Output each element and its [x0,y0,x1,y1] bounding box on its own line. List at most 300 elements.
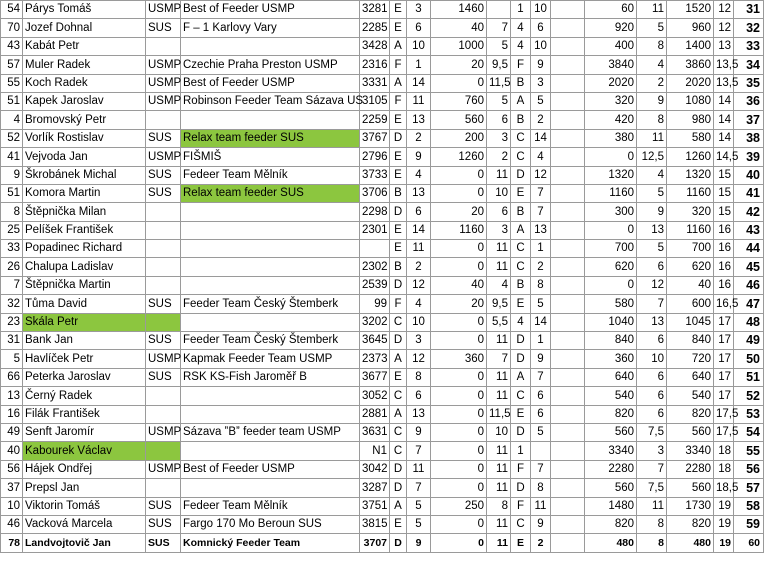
team-name-cell: Best of Feeder USMP [181,1,360,19]
position-2-cell: 9 [531,350,551,368]
entry-id-cell: 37 [1,479,23,497]
table-row [1,129,764,147]
table-row [1,387,764,405]
position-2-cell: 12 [531,166,551,184]
final-rank-cell: 32 [734,19,764,37]
weight-2b-cell: 2280 [585,460,637,478]
position-1-cell: 11 [407,460,431,478]
total-weight-cell: 2020 [667,74,714,92]
total-weight-cell: 480 [667,534,714,552]
competitor-name-cell: Landvojtovič Jan [23,534,146,552]
entry-id-cell: 9 [1,166,23,184]
points-1-cell: 10 [487,184,511,202]
total-weight-cell: 1160 [667,184,714,202]
position-2-cell: 2 [531,111,551,129]
sector-1-cell: E [390,19,407,37]
position-2-cell: 9 [531,515,551,533]
entry-id-cell: 23 [1,313,23,331]
competitor-name-cell: Kapek Jaroslav [23,92,146,110]
licence-number-cell: 2539 [360,276,390,294]
position-1-cell: 13 [407,111,431,129]
weight-2-cell [551,497,585,515]
weight-1-cell: 0 [431,313,487,331]
licence-number-cell: 2796 [360,148,390,166]
total-points-cell: 17 [714,368,734,386]
table-row [1,295,764,313]
licence-number-cell: 3052 [360,387,390,405]
sector-2-cell: C [511,387,531,405]
weight-2b-cell: 1040 [585,313,637,331]
total-weight-cell: 1320 [667,166,714,184]
total-points-cell: 19 [714,497,734,515]
position-2-cell: 7 [531,203,551,221]
table-row [1,111,764,129]
competitor-name-cell: Kabát Petr [23,37,146,55]
total-weight-cell: 700 [667,240,714,258]
final-rank-cell: 54 [734,423,764,441]
weight-1-cell: 0 [431,184,487,202]
table-row [1,184,764,202]
team-name-cell [181,37,360,55]
licence-number-cell: 2259 [360,111,390,129]
club-cell: SUS [146,19,181,37]
team-name-cell [181,111,360,129]
club-cell: USMP [146,1,181,19]
club-cell: USMP [146,92,181,110]
competitor-name-cell: Vorlík Rostislav [23,129,146,147]
table-row [1,240,764,258]
points-2-cell: 7,5 [637,423,667,441]
club-cell: USMP [146,74,181,92]
weight-1-cell: 0 [431,534,487,552]
sector-1-cell: C [390,442,407,460]
position-2-cell: 11 [531,497,551,515]
weight-2b-cell: 840 [585,332,637,350]
position-2-cell: 4 [531,148,551,166]
table-row [1,56,764,74]
points-2-cell: 6 [637,258,667,276]
licence-number-cell: 3677 [360,368,390,386]
total-weight-cell: 980 [667,111,714,129]
weight-2-cell [551,221,585,239]
total-points-cell: 13 [714,37,734,55]
position-2-cell: 1 [531,332,551,350]
points-1-cell: 10 [487,423,511,441]
club-cell [146,387,181,405]
licence-number-cell: 3815 [360,515,390,533]
points-2-cell: 3 [637,442,667,460]
table-row [1,203,764,221]
total-points-cell: 18,5 [714,479,734,497]
final-rank-cell: 37 [734,111,764,129]
sector-1-cell: F [390,92,407,110]
club-cell: SUS [146,166,181,184]
total-weight-cell: 3340 [667,442,714,460]
sector-1-cell: E [390,166,407,184]
position-2-cell: 1 [531,240,551,258]
team-name-cell: Fedeer Team Mělník [181,166,360,184]
competitor-name-cell: Popadinec Richard [23,240,146,258]
total-points-cell: 13,5 [714,56,734,74]
total-points-cell: 15 [714,203,734,221]
final-rank-cell: 38 [734,129,764,147]
position-1-cell: 6 [407,203,431,221]
final-rank-cell: 50 [734,350,764,368]
points-1-cell: 6 [487,111,511,129]
total-weight-cell: 600 [667,295,714,313]
table-row [1,313,764,331]
weight-2-cell [551,276,585,294]
final-rank-cell: 43 [734,221,764,239]
final-rank-cell: 31 [734,1,764,19]
competitor-name-cell: Štěpnička Milan [23,203,146,221]
sector-1-cell: C [390,423,407,441]
table-row [1,423,764,441]
weight-2-cell [551,129,585,147]
table-row [1,148,764,166]
position-2-cell: 6 [531,405,551,423]
points-2-cell: 5 [637,184,667,202]
weight-1-cell: 0 [431,332,487,350]
points-1-cell [487,1,511,19]
licence-number-cell: 3428 [360,37,390,55]
points-1-cell: 7 [487,19,511,37]
competitor-name-cell: Viktorin Tomáš [23,497,146,515]
total-points-cell: 16 [714,240,734,258]
weight-2-cell [551,203,585,221]
position-1-cell: 3 [407,332,431,350]
total-weight-cell: 1160 [667,221,714,239]
weight-1-cell: 20 [431,56,487,74]
position-1-cell: 11 [407,240,431,258]
weight-1-cell: 20 [431,203,487,221]
sector-2-cell: A [511,221,531,239]
points-1-cell: 11,5 [487,74,511,92]
club-cell [146,221,181,239]
points-2-cell: 6 [637,368,667,386]
weight-1-cell: 0 [431,479,487,497]
sector-1-cell: D [390,479,407,497]
sector-2-cell: D [511,350,531,368]
sector-1-cell: E [390,515,407,533]
position-1-cell: 13 [407,184,431,202]
final-rank-cell: 57 [734,479,764,497]
table-row [1,460,764,478]
final-rank-cell: 47 [734,295,764,313]
licence-number-cell: 3707 [360,534,390,552]
final-rank-cell: 48 [734,313,764,331]
final-rank-cell: 39 [734,148,764,166]
weight-2-cell [551,515,585,533]
points-2-cell: 7 [637,295,667,313]
team-name-cell [181,313,360,331]
total-weight-cell: 560 [667,423,714,441]
competitor-name-cell: Muler Radek [23,56,146,74]
points-2-cell: 7,5 [637,479,667,497]
club-cell [146,276,181,294]
team-name-cell: FIŠMIŠ [181,148,360,166]
entry-id-cell: 66 [1,368,23,386]
sector-1-cell: D [390,203,407,221]
entry-id-cell: 51 [1,92,23,110]
team-name-cell [181,240,360,258]
total-weight-cell: 1260 [667,148,714,166]
position-1-cell: 12 [407,276,431,294]
licence-number-cell: 3331 [360,74,390,92]
sector-1-cell: B [390,184,407,202]
position-1-cell: 1 [407,56,431,74]
competitor-name-cell: Skála Petr [23,313,146,331]
final-rank-cell: 42 [734,203,764,221]
points-1-cell: 11 [487,258,511,276]
table-row [1,497,764,515]
position-2-cell: 13 [531,221,551,239]
position-1-cell: 7 [407,442,431,460]
sector-2-cell: F [511,460,531,478]
club-cell [146,258,181,276]
points-2-cell: 4 [637,56,667,74]
position-1-cell: 10 [407,313,431,331]
weight-2b-cell: 560 [585,423,637,441]
final-rank-cell: 40 [734,166,764,184]
sector-2-cell: 4 [511,19,531,37]
weight-2-cell [551,184,585,202]
points-1-cell: 8 [487,497,511,515]
entry-id-cell: 41 [1,148,23,166]
sector-2-cell: D [511,423,531,441]
position-2-cell: 5 [531,423,551,441]
competitor-name-cell: Peterka Jaroslav [23,368,146,386]
position-1-cell: 11 [407,92,431,110]
competitor-name-cell: Senft Jaromír [23,423,146,441]
total-weight-cell: 1080 [667,92,714,110]
entry-id-cell: 33 [1,240,23,258]
total-weight-cell: 40 [667,276,714,294]
weight-2-cell [551,423,585,441]
licence-number-cell: 2301 [360,221,390,239]
weight-2b-cell: 3840 [585,56,637,74]
total-points-cell: 12 [714,19,734,37]
position-1-cell: 12 [407,350,431,368]
competitor-name-cell: Pelíšek František [23,221,146,239]
club-cell [146,240,181,258]
entry-id-cell: 70 [1,19,23,37]
sector-1-cell: B [390,258,407,276]
licence-number-cell: 3733 [360,166,390,184]
points-2-cell: 6 [637,332,667,350]
weight-2-cell [551,350,585,368]
competitor-name-cell: Prepsl Jan [23,479,146,497]
weight-2-cell [551,166,585,184]
table-row [1,1,764,19]
total-weight-cell: 820 [667,515,714,533]
club-cell: USMP [146,148,181,166]
weight-1-cell: 760 [431,92,487,110]
points-1-cell: 3 [487,129,511,147]
table-row [1,405,764,423]
position-2-cell: 14 [531,313,551,331]
position-1-cell: 2 [407,129,431,147]
position-2-cell: 8 [531,276,551,294]
weight-2b-cell: 0 [585,276,637,294]
club-cell: SUS [146,332,181,350]
table-row [1,74,764,92]
sector-2-cell: 1 [511,1,531,19]
weight-2-cell [551,111,585,129]
team-name-cell: Sázava ˮBˮ feeder team USMP [181,423,360,441]
position-1-cell: 2 [407,258,431,276]
total-points-cell: 16,5 [714,295,734,313]
entry-id-cell: 4 [1,111,23,129]
sector-1-cell: E [390,368,407,386]
competitor-name-cell: Černý Radek [23,387,146,405]
club-cell: USMP [146,350,181,368]
final-rank-cell: 45 [734,258,764,276]
sector-2-cell: B [511,276,531,294]
entry-id-cell: 51 [1,184,23,202]
table-row [1,368,764,386]
club-cell [146,442,181,460]
position-2-cell [531,442,551,460]
club-cell: SUS [146,515,181,533]
total-weight-cell: 720 [667,350,714,368]
position-1-cell: 4 [407,295,431,313]
licence-number-cell: 2373 [360,350,390,368]
total-points-cell: 17,5 [714,423,734,441]
total-points-cell: 14 [714,111,734,129]
points-2-cell: 8 [637,37,667,55]
sector-1-cell: D [390,129,407,147]
sector-1-cell: D [390,276,407,294]
sector-2-cell: A [511,368,531,386]
entry-id-cell: 43 [1,37,23,55]
weight-2b-cell: 60 [585,1,637,19]
team-name-cell [181,258,360,276]
sector-2-cell: C [511,148,531,166]
table-row [1,332,764,350]
points-1-cell: 2 [487,148,511,166]
weight-1-cell: 200 [431,129,487,147]
club-cell [146,203,181,221]
competitor-name-cell: Škrobánek Michal [23,166,146,184]
total-points-cell: 18 [714,460,734,478]
points-2-cell: 6 [637,405,667,423]
total-weight-cell: 580 [667,129,714,147]
club-cell: SUS [146,295,181,313]
total-weight-cell: 640 [667,368,714,386]
club-cell: SUS [146,497,181,515]
entry-id-cell: 13 [1,387,23,405]
weight-2-cell [551,56,585,74]
points-2-cell: 8 [637,534,667,552]
weight-2b-cell: 2020 [585,74,637,92]
entry-id-cell: 16 [1,405,23,423]
sector-2-cell: C [511,240,531,258]
total-points-cell: 14,5 [714,148,734,166]
weight-2-cell [551,258,585,276]
competitor-name-cell: Bromovský Petr [23,111,146,129]
club-cell: SUS [146,184,181,202]
sector-1-cell: A [390,350,407,368]
competitor-name-cell: Vejvoda Jan [23,148,146,166]
points-1-cell: 11 [487,442,511,460]
weight-2-cell [551,460,585,478]
points-1-cell: 11 [487,387,511,405]
weight-2b-cell: 1320 [585,166,637,184]
table-row [1,479,764,497]
club-cell [146,111,181,129]
entry-id-cell: 10 [1,497,23,515]
sector-2-cell: B [511,74,531,92]
competitor-name-cell: Koch Radek [23,74,146,92]
table-row [1,442,764,460]
licence-number-cell: 3281 [360,1,390,19]
weight-2b-cell: 540 [585,387,637,405]
final-rank-cell: 59 [734,515,764,533]
team-name-cell: Komnický Feeder Team [181,534,360,552]
position-2-cell: 10 [531,37,551,55]
weight-1-cell: 1000 [431,37,487,55]
sector-2-cell: D [511,332,531,350]
licence-number-cell: 3751 [360,497,390,515]
weight-1-cell: 20 [431,295,487,313]
points-1-cell: 9,5 [487,56,511,74]
entry-id-cell: 78 [1,534,23,552]
sector-1-cell: A [390,497,407,515]
weight-2-cell [551,332,585,350]
sector-1-cell: A [390,405,407,423]
results-rows [1,1,764,553]
weight-2-cell [551,442,585,460]
total-weight-cell: 1400 [667,37,714,55]
final-rank-cell: 35 [734,74,764,92]
club-cell: USMP [146,423,181,441]
entry-id-cell: 54 [1,1,23,19]
total-weight-cell: 540 [667,387,714,405]
position-2-cell: 2 [531,258,551,276]
team-name-cell: Feeder Team Český Štemberk [181,295,360,313]
total-points-cell: 17 [714,313,734,331]
club-cell: SUS [146,368,181,386]
weight-2-cell [551,1,585,19]
sector-1-cell: C [390,313,407,331]
total-weight-cell: 820 [667,405,714,423]
weight-2-cell [551,479,585,497]
licence-number-cell: 99 [360,295,390,313]
club-cell: USMP [146,56,181,74]
points-2-cell: 2 [637,74,667,92]
points-2-cell: 9 [637,92,667,110]
club-cell [146,37,181,55]
final-rank-cell: 46 [734,276,764,294]
position-1-cell: 14 [407,74,431,92]
sector-1-cell: E [390,240,407,258]
competitor-name-cell: Jozef Dohnal [23,19,146,37]
club-cell: USMP [146,460,181,478]
position-1-cell: 5 [407,515,431,533]
weight-2-cell [551,240,585,258]
points-1-cell: 6 [487,203,511,221]
table-row [1,92,764,110]
total-points-cell: 19 [714,534,734,552]
final-rank-cell: 56 [734,460,764,478]
entry-id-cell: 40 [1,442,23,460]
final-rank-cell: 51 [734,368,764,386]
points-2-cell: 5 [637,240,667,258]
licence-number-cell: 2316 [360,56,390,74]
weight-2b-cell: 640 [585,368,637,386]
entry-id-cell: 31 [1,332,23,350]
